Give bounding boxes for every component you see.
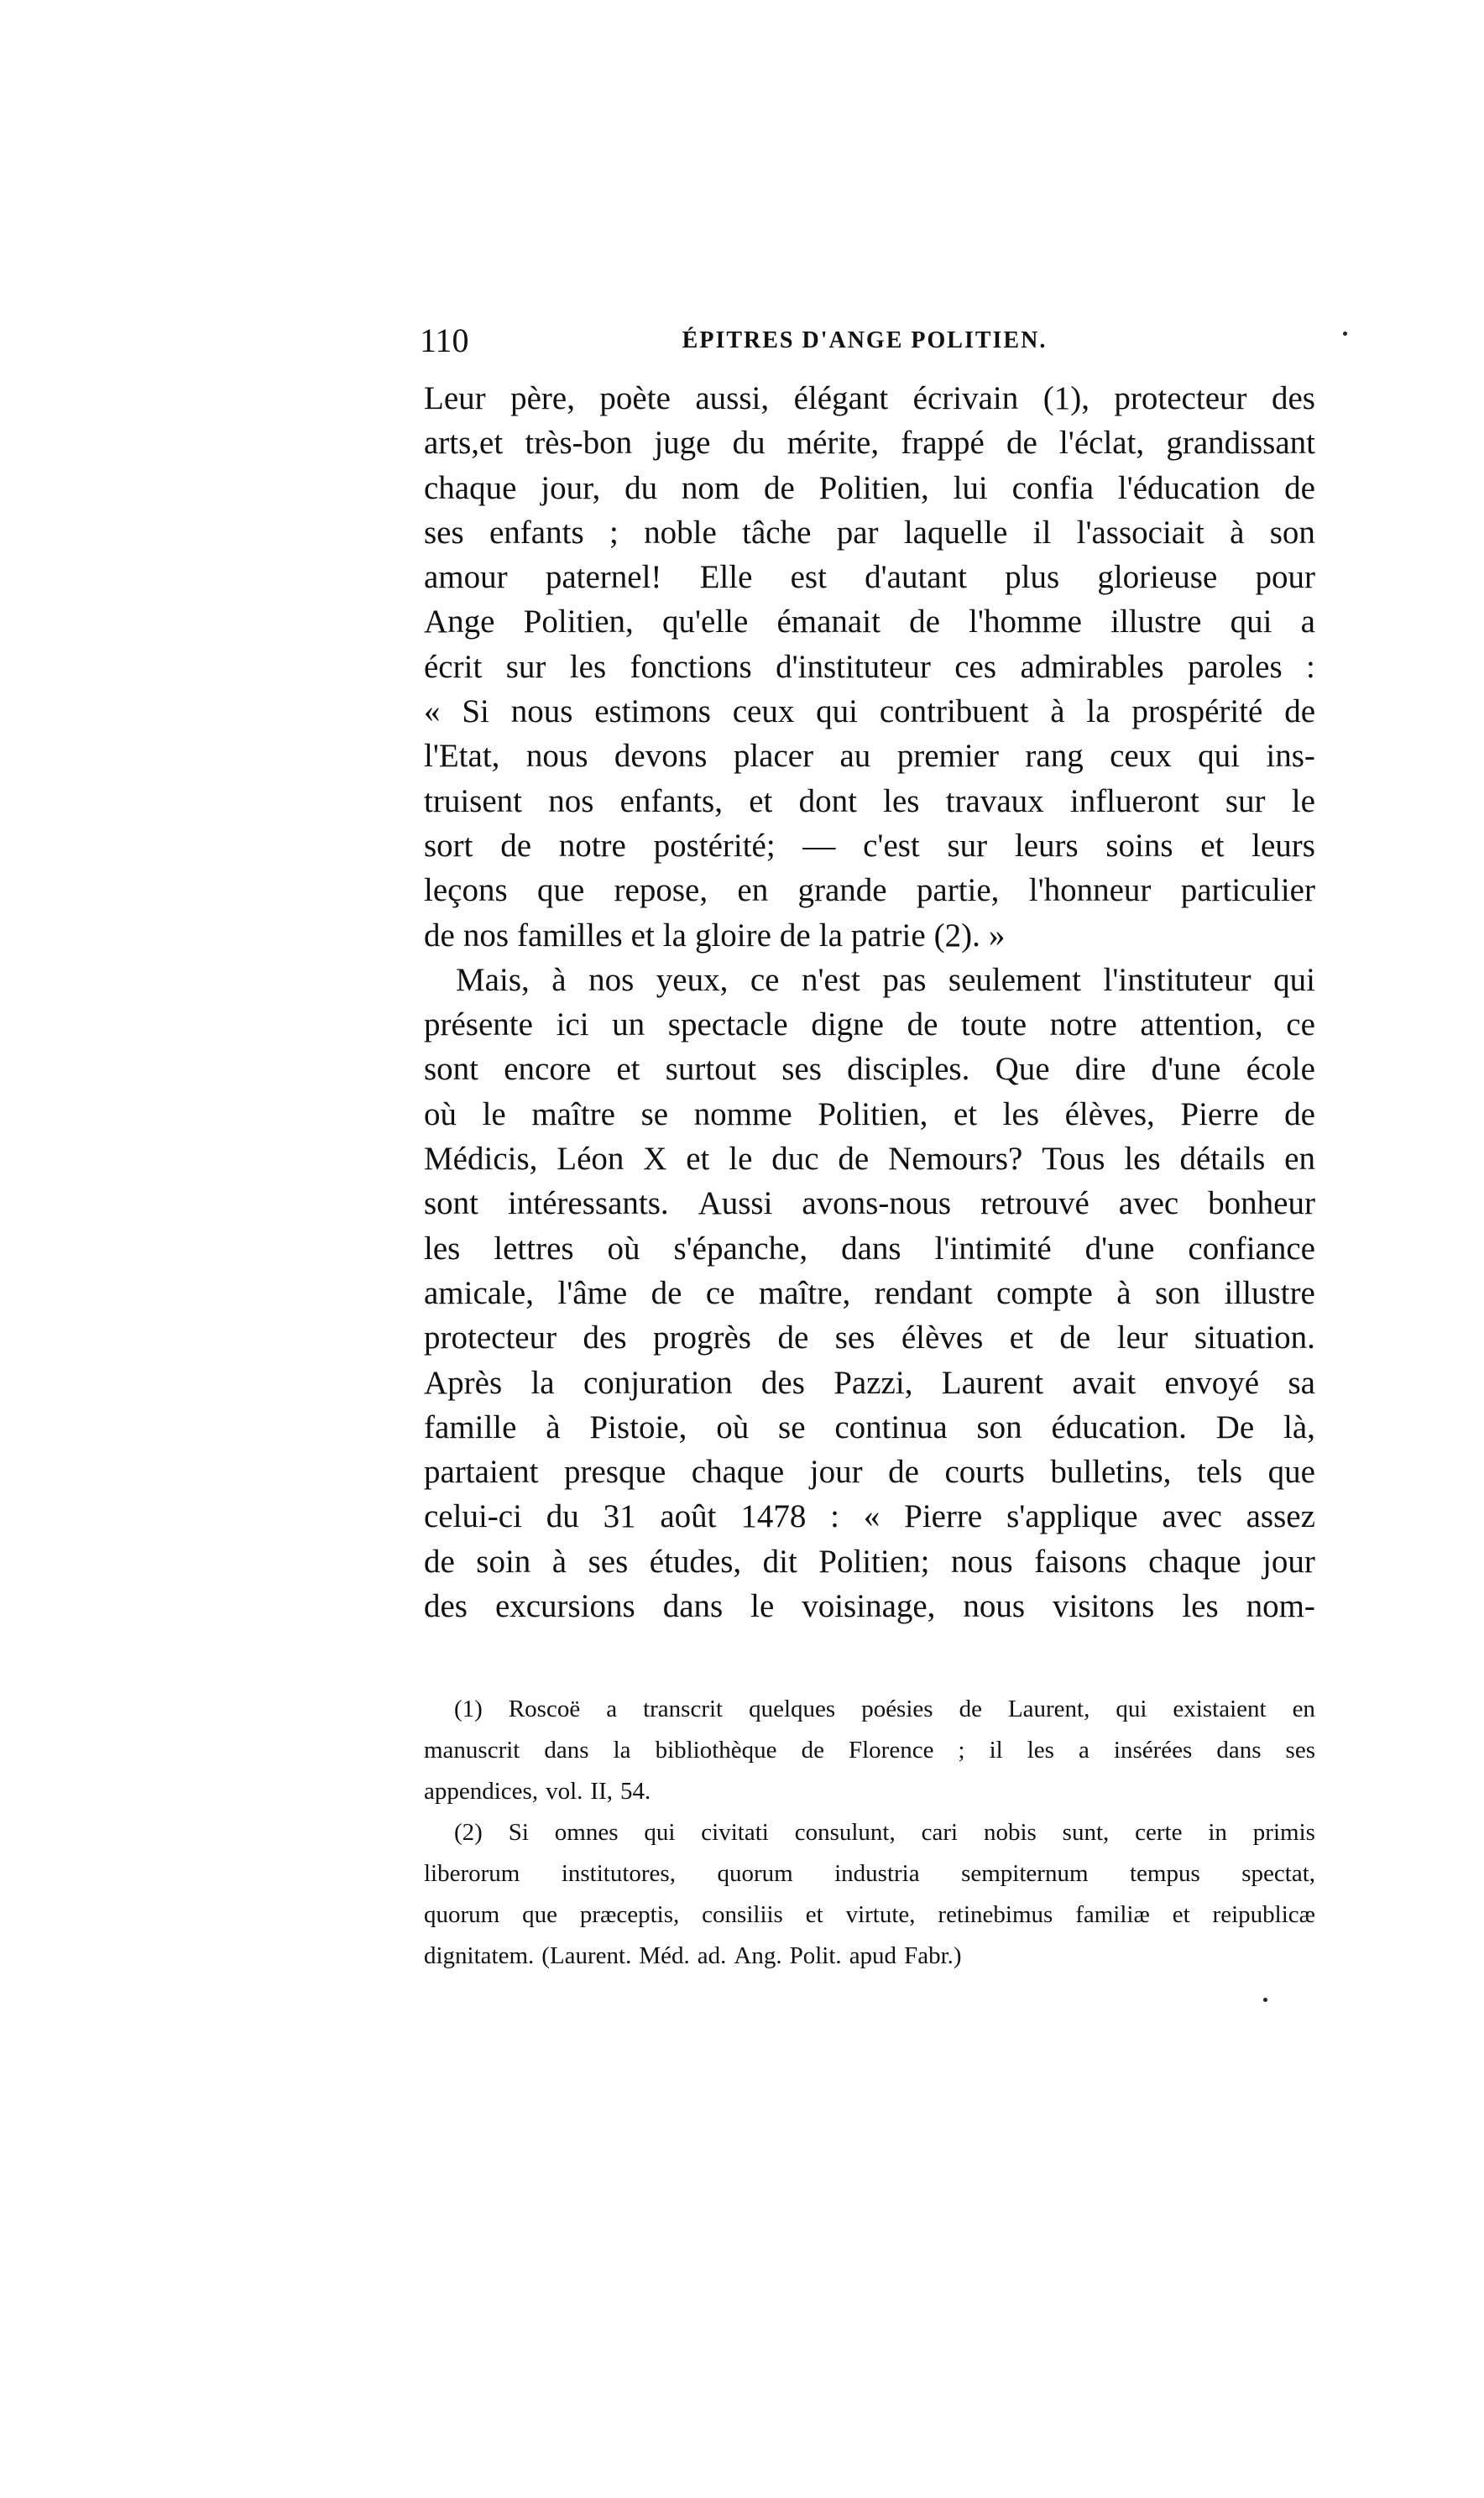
- body-text: [424, 376, 1315, 1628]
- text-line: Ange Politien, qu'elle émanait de l'homme illustre qui a: [424, 604, 1315, 640]
- text-line: présente ici un spectacle digne de toute notre attention, ce: [424, 1006, 1315, 1043]
- footnote-line: liberorum institutores, quorum industria sempiternum tempus spectat,: [424, 1860, 1315, 1887]
- text-line: de soin à ses études, dit Politien; nous faisons chaque jour: [424, 1543, 1315, 1580]
- text-line: celui-ci du 31 août 1478 : « Pierre s'applique avec assez: [424, 1498, 1315, 1535]
- footnote-line: appendices, vol. II, 54.: [424, 1778, 651, 1805]
- speck: [1343, 332, 1347, 336]
- text-line: sort de notre postérité; — c'est sur leurs soins et leurs: [424, 827, 1315, 864]
- page-number: 110: [420, 321, 469, 359]
- speck: [1263, 1998, 1267, 2002]
- text-line: écrit sur les fonctions d'instituteur ces admirables paroles :: [424, 648, 1315, 685]
- text-line: sont intéressants. Aussi avons-nous retrouvé avec bonheur: [424, 1185, 1315, 1222]
- text-line: sont encore et surtout ses disciples. Que dire d'une école: [424, 1051, 1315, 1088]
- footnote-line: quorum que præceptis, consiliis et virtute, retinebimus familiæ et reipublicæ: [424, 1901, 1315, 1928]
- text-line: leçons que repose, en grande partie, l'honneur particulier: [424, 872, 1315, 909]
- text-line: Mais, à nos yeux, ce n'est pas seulement l'instituteur qui: [456, 961, 1315, 998]
- text-line: des excursions dans le voisinage, nous visitons les nom-: [424, 1588, 1315, 1625]
- footnotes: [424, 1689, 1315, 1977]
- text-line: Après la conjuration des Pazzi, Laurent avait envoyé sa: [424, 1364, 1315, 1401]
- running-title: ÉPITRES D'ANGE POLITIEN.: [682, 327, 1048, 353]
- text-line: Médicis, Léon X et le duc de Nemours? Tous les détails en: [424, 1141, 1315, 1178]
- text-line: ses enfants ; noble tâche par laquelle il l'associait à son: [424, 514, 1315, 551]
- text-line: les lettres où s'épanche, dans l'intimité d'une confiance: [424, 1230, 1315, 1267]
- footnote-line: manuscrit dans la bibliothèque de Florence ; il les a insérées dans ses: [424, 1737, 1315, 1764]
- text-line: Leur père, poète aussi, élégant écrivain (1), protecteur des: [424, 380, 1315, 416]
- text-line: où le maître se nomme Politien, et les élèves, Pierre de: [424, 1095, 1315, 1132]
- text-line: amicale, l'âme de ce maître, rendant compte à son illustre: [424, 1274, 1315, 1311]
- text-line: amour paternel! Elle est d'autant plus glorieuse pour: [424, 559, 1315, 596]
- text-line: protecteur des progrès de ses élèves et de leur situation.: [424, 1320, 1315, 1356]
- footnote-line: (2) Si omnes qui civitati consulunt, cari nobis sunt, certe in primis: [454, 1819, 1315, 1846]
- footnote-line: dignitatem. (Laurent. Méd. ad. Ang. Polit. apud Fabr.): [424, 1942, 962, 1969]
- text-line: l'Etat, nous devons placer au premier rang ceux qui ins-: [424, 738, 1315, 775]
- text-line: famille à Pistoie, où se continua son éducation. De là,: [424, 1408, 1315, 1445]
- text-line: chaque jour, du nom de Politien, lui confia l'éducation de: [424, 469, 1315, 506]
- text-line: partaient presque chaque jour de courts bulletins, tels que: [424, 1454, 1315, 1491]
- text-line: arts,et très-bon juge du mérite, frappé de l'éclat, grandissant: [424, 425, 1315, 462]
- running-header: [420, 321, 1309, 363]
- text-line: de nos familles et la gloire de la patrie (2). »: [424, 917, 1006, 954]
- text-line: truisent nos enfants, et dont les travaux influeront sur le: [424, 782, 1315, 819]
- footnote-line: (1) Roscoë a transcrit quelques poésies de Laurent, qui existaient en: [454, 1696, 1315, 1722]
- text-line: « Si nous estimons ceux qui contribuent à la prospérité de: [424, 693, 1315, 730]
